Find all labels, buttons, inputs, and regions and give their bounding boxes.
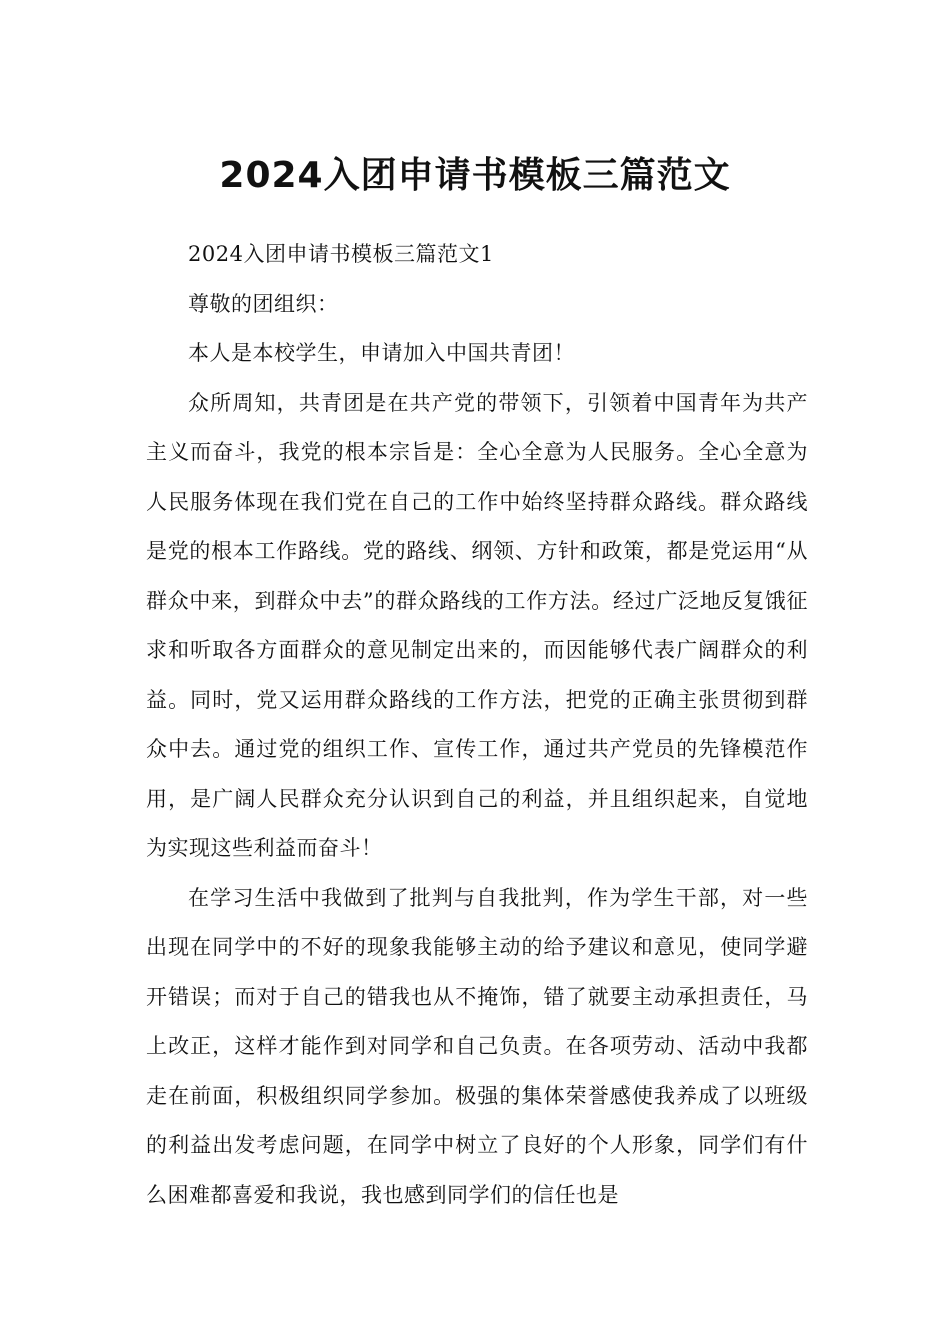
document-body	[146, 230, 808, 1220]
salutation: 尊敬的团组织：	[188, 291, 339, 316]
body-paragraph: 众所周知，共青团是在共产党的带领下，引领着中国青年为共产主义而奋斗，我党的根本宗旨是：全心全意为人民服务。全心全意为人民服务体现在我们党在自己的工作中始终坚持群众路线。群众路线是党的根本工作路线。党的路线、纲领、方针和政策，都是党运用“从群众中来，到群众中去”的群众路线的工作方法。经过广泛地反复饿征求和听取各方面群众的意见制定出来的，而因能够代表广阔群众的利益。同时，党又运用群众路线的工作方法，把党的正确主张贯彻到群众中去。通过党的组织工作、宣传工作，通过共产党员的先锋模范作用，是广阔人民群众充分认识到自己的利益，并且组织起来，自觉地为实现这些利益而奋斗！	[146, 390, 808, 860]
document-title: 2024入团申请书模板三篇范文	[219, 155, 731, 197]
body-paragraph: 本人是本校学生，申请加入中国共青团！	[188, 341, 575, 365]
body-paragraph: 在学习生活中我做到了批判与自我批判，作为学生干部，对一些出现在同学中的不好的现象我能够主动的给予建议和意见，使同学避开错误；而对于自己的错我也从不掩饰，错了就要主动承担责任，马上改正，这样才能作到对同学和自己负责。在各项劳动、活动中我都走在前面，积极组织同学参加。极强的集体荣誉感使我养成了以班级的利益出发考虑问题，在同学中树立了良好的个人形象，同学们有什么困难都喜爱和我说，我也感到同学们的信任也是	[146, 885, 808, 1207]
section-heading: 2024入团申请书模板三篇范文1	[188, 242, 494, 266]
